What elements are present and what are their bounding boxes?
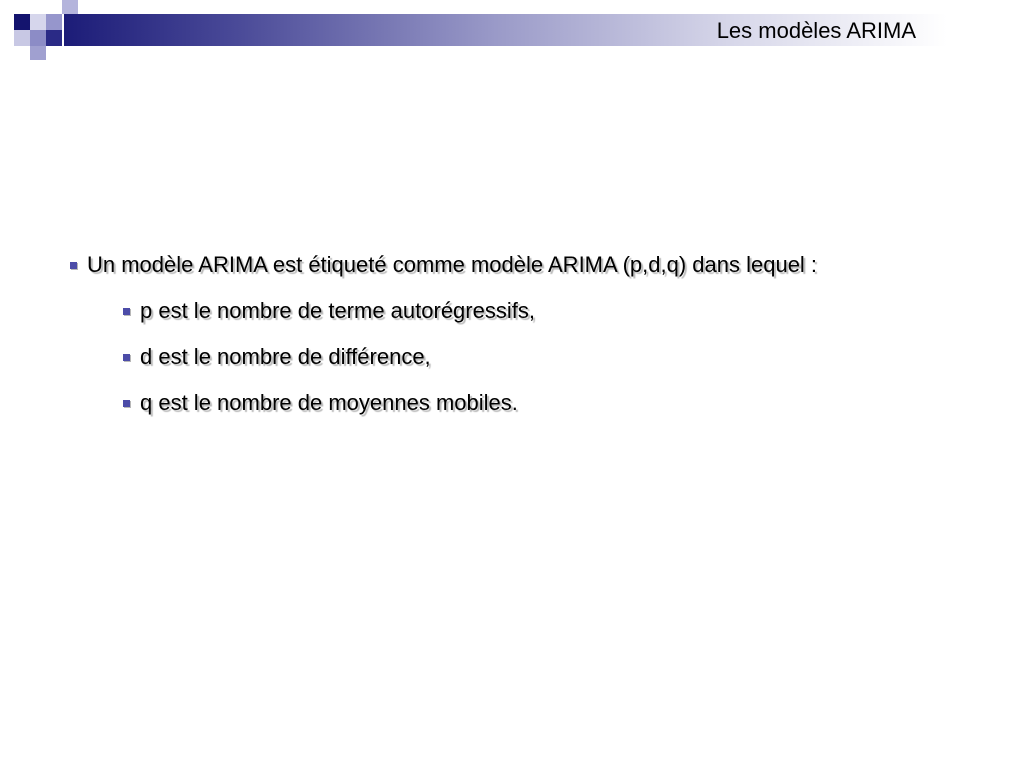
- sub-bullet-text: d est le nombre de différence,: [140, 344, 431, 369]
- sub-bullet-text: p est le nombre de terme autorégressifs,: [140, 298, 535, 323]
- main-bullet-text: Un modèle ARIMA est étiqueté comme modèle ARIMA (p,d,q) dans lequel :: [87, 252, 818, 277]
- decor-square: [46, 14, 62, 30]
- slide-content: [70, 248, 990, 432]
- slide-title: Les modèles ARIMA: [716, 18, 916, 43]
- list-item-sub: [70, 340, 990, 374]
- list-item-main: [70, 248, 990, 282]
- list-item-sub: [70, 386, 990, 420]
- square-bullet-icon: [123, 308, 130, 315]
- decor-square: [62, 0, 78, 14]
- decor-square: [30, 46, 46, 60]
- list-item-sub: [70, 294, 990, 328]
- decor-square: [46, 30, 62, 46]
- decor-square: [30, 30, 46, 46]
- decor-square: [30, 14, 46, 30]
- decor-square: [14, 14, 30, 30]
- sub-bullet-text: q est le nombre de moyennes mobiles.: [140, 390, 518, 415]
- square-bullet-icon: [123, 354, 130, 361]
- decor-square: [14, 30, 30, 46]
- square-bullet-icon: [123, 400, 130, 407]
- square-bullet-icon: [70, 262, 77, 269]
